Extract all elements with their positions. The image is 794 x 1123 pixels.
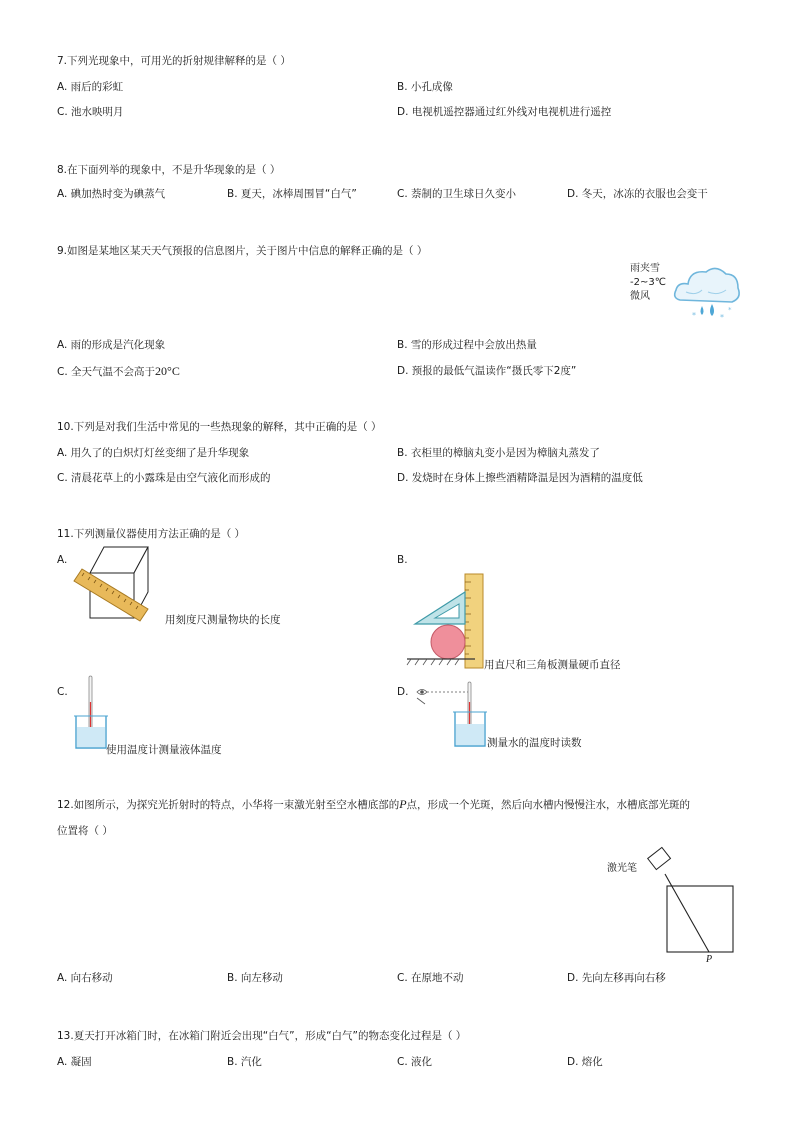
thermometer-beaker-figure [72,672,112,752]
q7-stem: 7.下列光现象中，可用光的折射规律解释的是（ ） [57,55,291,67]
q8-option-c: C. 萘制的卫生球日久变小 [397,188,517,200]
q8-option-a: A. 碘加热时变为碘蒸气 [57,188,166,200]
q11-option-d-caption: 测量水的温度时读数 [487,737,582,749]
q10-option-b: B. 衣柜里的樟脑丸变小是因为樟脑丸蒸发了 [397,447,600,459]
q11-option-b-letter: B. [397,554,408,566]
q13-option-c: C. 液化 [397,1056,433,1068]
q8-stem: 8.在下面列举的现象中，不是升华现象的是（ ） [57,164,281,176]
thermometer-reading-eye-figure [405,680,490,750]
q12-laser-label: 激光笔 [607,863,637,874]
sleet-cloud-icon [672,262,742,324]
q12-option-b: B. 向左移动 [227,972,283,984]
q8-option-d: D. 冬天，冰冻的衣服也会变干 [567,188,708,200]
q9-option-c-value: 20 [155,364,168,378]
q8-option-b: B. 夏天，冰棒周围冒“白气” [227,188,357,200]
q7-option-d: D. 电视机遥控器通过红外线对电视机进行遥控 [397,106,612,118]
svg-text:*: * [720,313,724,322]
q11-stem: 11.下列测量仪器使用方法正确的是（ ） [57,528,246,540]
q9-stem: 9.如图是某地区某天天气预报的信息图片，关于图片中信息的解释正确的是（ ） [57,245,428,257]
q7-option-b: B. 小孔成像 [397,81,453,93]
q13-option-d: D. 熔化 [567,1056,603,1068]
q12-stem-line2: 位置将（ ） [57,825,113,837]
q10-option-c: C. 清晨花草上的小露珠是由空气液化而形成的 [57,472,271,484]
q10-option-d: D. 发烧时在身体上擦些酒精降温是因为酒精的温度低 [397,472,643,484]
ruler-block-figure [70,543,150,638]
q11-option-c-caption: 使用温度计测量液体温度 [106,744,222,756]
q11-option-a-caption: 用刻度尺测量物块的长度 [165,614,281,626]
q13-stem: 13.夏天打开冰箱门时，在冰箱门附近会出现“白气”，形成“白气”的物态变化过程是（ ） [57,1030,467,1042]
q11-option-a-letter: A. [57,554,68,566]
weather-figure [628,262,743,324]
svg-text:*: * [728,306,732,314]
laser-tank-figure [655,842,745,962]
q10-stem: 10.下列是对我们生活中常见的一些热现象的解释，其中正确的是（ ） [57,421,382,433]
q13-option-a: A. 凝固 [57,1056,92,1068]
q11-option-d-letter: D. [397,686,409,698]
weather-text-line1: 雨夹雪 [630,263,660,274]
q11-option-c-letter: C. [57,686,68,698]
ruler-triangle-coin-figure [405,570,490,670]
q7-option-a: A. 雨后的彩虹 [57,81,124,93]
q12-option-a: A. 向右移动 [57,972,113,984]
q9-option-a: A. 雨的形成是汽化现象 [57,339,166,351]
q9-option-d: D. 预报的最低气温读作“摄氏零下2度” [397,365,577,377]
q13-option-b: B. 汽化 [227,1056,262,1068]
q9-option-c-text: C. 全天气温不会高于 [57,366,156,378]
q12-option-d: D. 先向左移再向右移 [567,972,666,984]
q9-option-b: B. 雪的形成过程中会放出热量 [397,339,537,351]
q12-stem-line1-start: 12.如图所示，为探究光折射时的特点，小华将一束激光射至空水槽底部的 [57,799,400,811]
q10-option-a: A. 用久了的白炽灯灯丝变细了是升华现象 [57,447,250,459]
q11-option-b-caption: 用直尺和三角板测量硬币直径 [484,659,621,671]
q7-option-c: C. 池水映明月 [57,106,124,118]
svg-text:*: * [692,311,696,320]
q12-option-c: C. 在原地不动 [397,972,464,984]
q9-option-c [57,364,180,379]
weather-text-line2: -2~3℃ [630,277,666,288]
q12-stem-point: P [399,797,407,811]
q12-stem-line1-end: 点，形成一个光斑，然后向水槽内慢慢注水，水槽底部光斑的 [406,799,691,811]
q9-option-c-unit: °C [167,364,180,378]
q12-figure-point-label: P [706,954,713,965]
q12-stem-line1 [57,797,690,812]
weather-text-line3: 微风 [630,291,650,302]
